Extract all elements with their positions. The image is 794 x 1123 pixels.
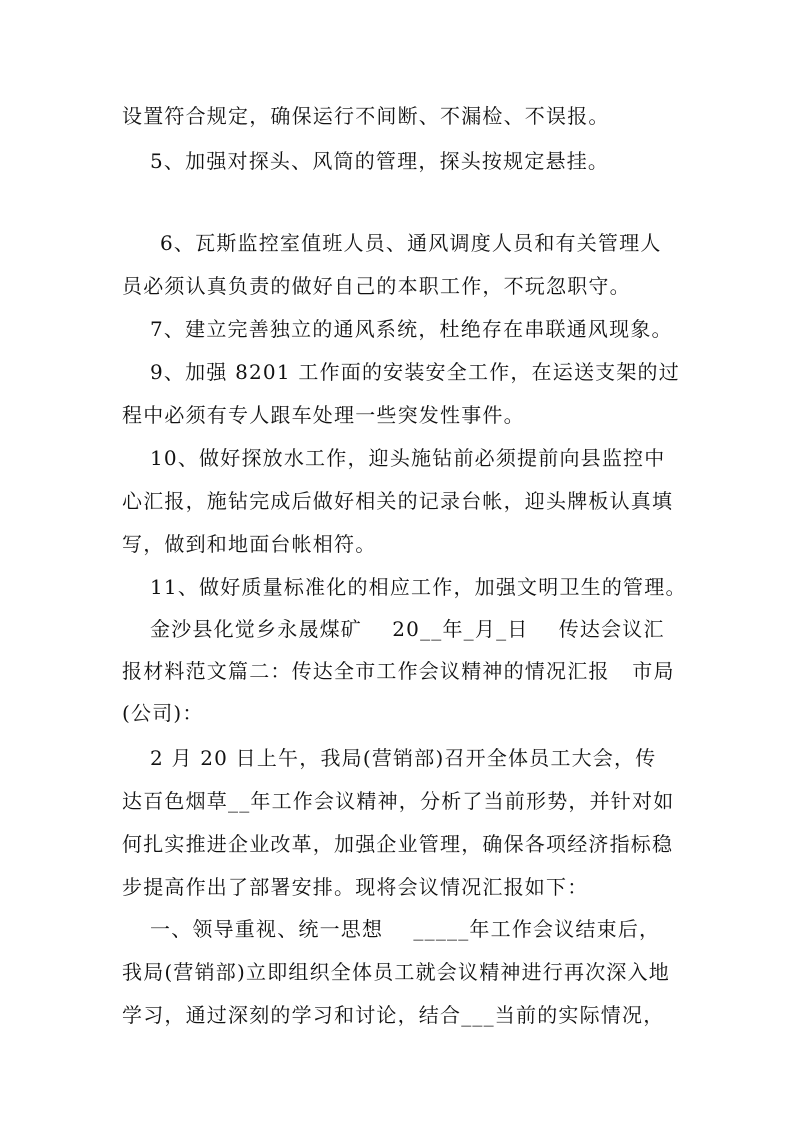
text-line: 10、做好探放水工作，迎头施钻前必须提前向县监控中 <box>150 446 666 470</box>
text-line: 6、瓦斯监控室值班人员、通风调度人员和有关管理人 <box>160 231 662 255</box>
text-line: 设置符合规定，确保运行不间断、不漏检、不误报。 <box>122 104 610 128</box>
text-line: 步提高作出了部署安排。现将会议情况汇报如下： <box>122 875 589 899</box>
text-line: 5、加强对探头、风筒的管理，探头按规定悬挂。 <box>150 149 610 173</box>
text-line: 金沙县化觉乡永晟煤矿 20__年_月_日 传达会议汇 <box>150 617 665 641</box>
text-line: 报材料范文篇二：传达全市工作会议精神的情况汇报 市局 <box>122 659 675 683</box>
text-line: 2 月 20 日上午，我局(营销部)召开全体员工大会，传 <box>150 746 657 770</box>
text-line: 员必须认真负责的做好自己的本职工作，不玩忽职守。 <box>122 274 631 298</box>
text-line: 7、建立完善独立的通风系统，杜绝存在串联通风现象。 <box>150 317 673 341</box>
text-line: 一、领导重视、统一思想 _____年工作会议结束后， <box>150 917 661 941</box>
text-line: 我局(营销部)立即组织全体员工就会议精神进行再次深入地 <box>122 960 671 984</box>
text-line: 达百色烟草__年工作会议精神，分析了当前形势，并针对如 <box>122 789 675 813</box>
text-line: 写，做到和地面台帐相符。 <box>122 532 377 556</box>
text-line: (公司)： <box>122 701 204 725</box>
text-line: 心汇报，施钻完成后做好相关的记录台帐，迎头牌板认真填 <box>122 489 674 513</box>
text-line: 学习，通过深刻的学习和讨论，结合___当前的实际情况， <box>122 1003 665 1027</box>
text-line: 11、做好质量标准化的相应工作，加强文明卫生的管理。 <box>150 575 687 599</box>
text-line: 程中必须有专人跟车处理一些突发性事件。 <box>122 403 525 427</box>
text-line: 何扎实推进企业改革，加强企业管理，确保各项经济指标稳 <box>122 832 674 856</box>
text-line: 9、加强 8201 工作面的安装安全工作，在运送支架的过 <box>150 360 680 384</box>
